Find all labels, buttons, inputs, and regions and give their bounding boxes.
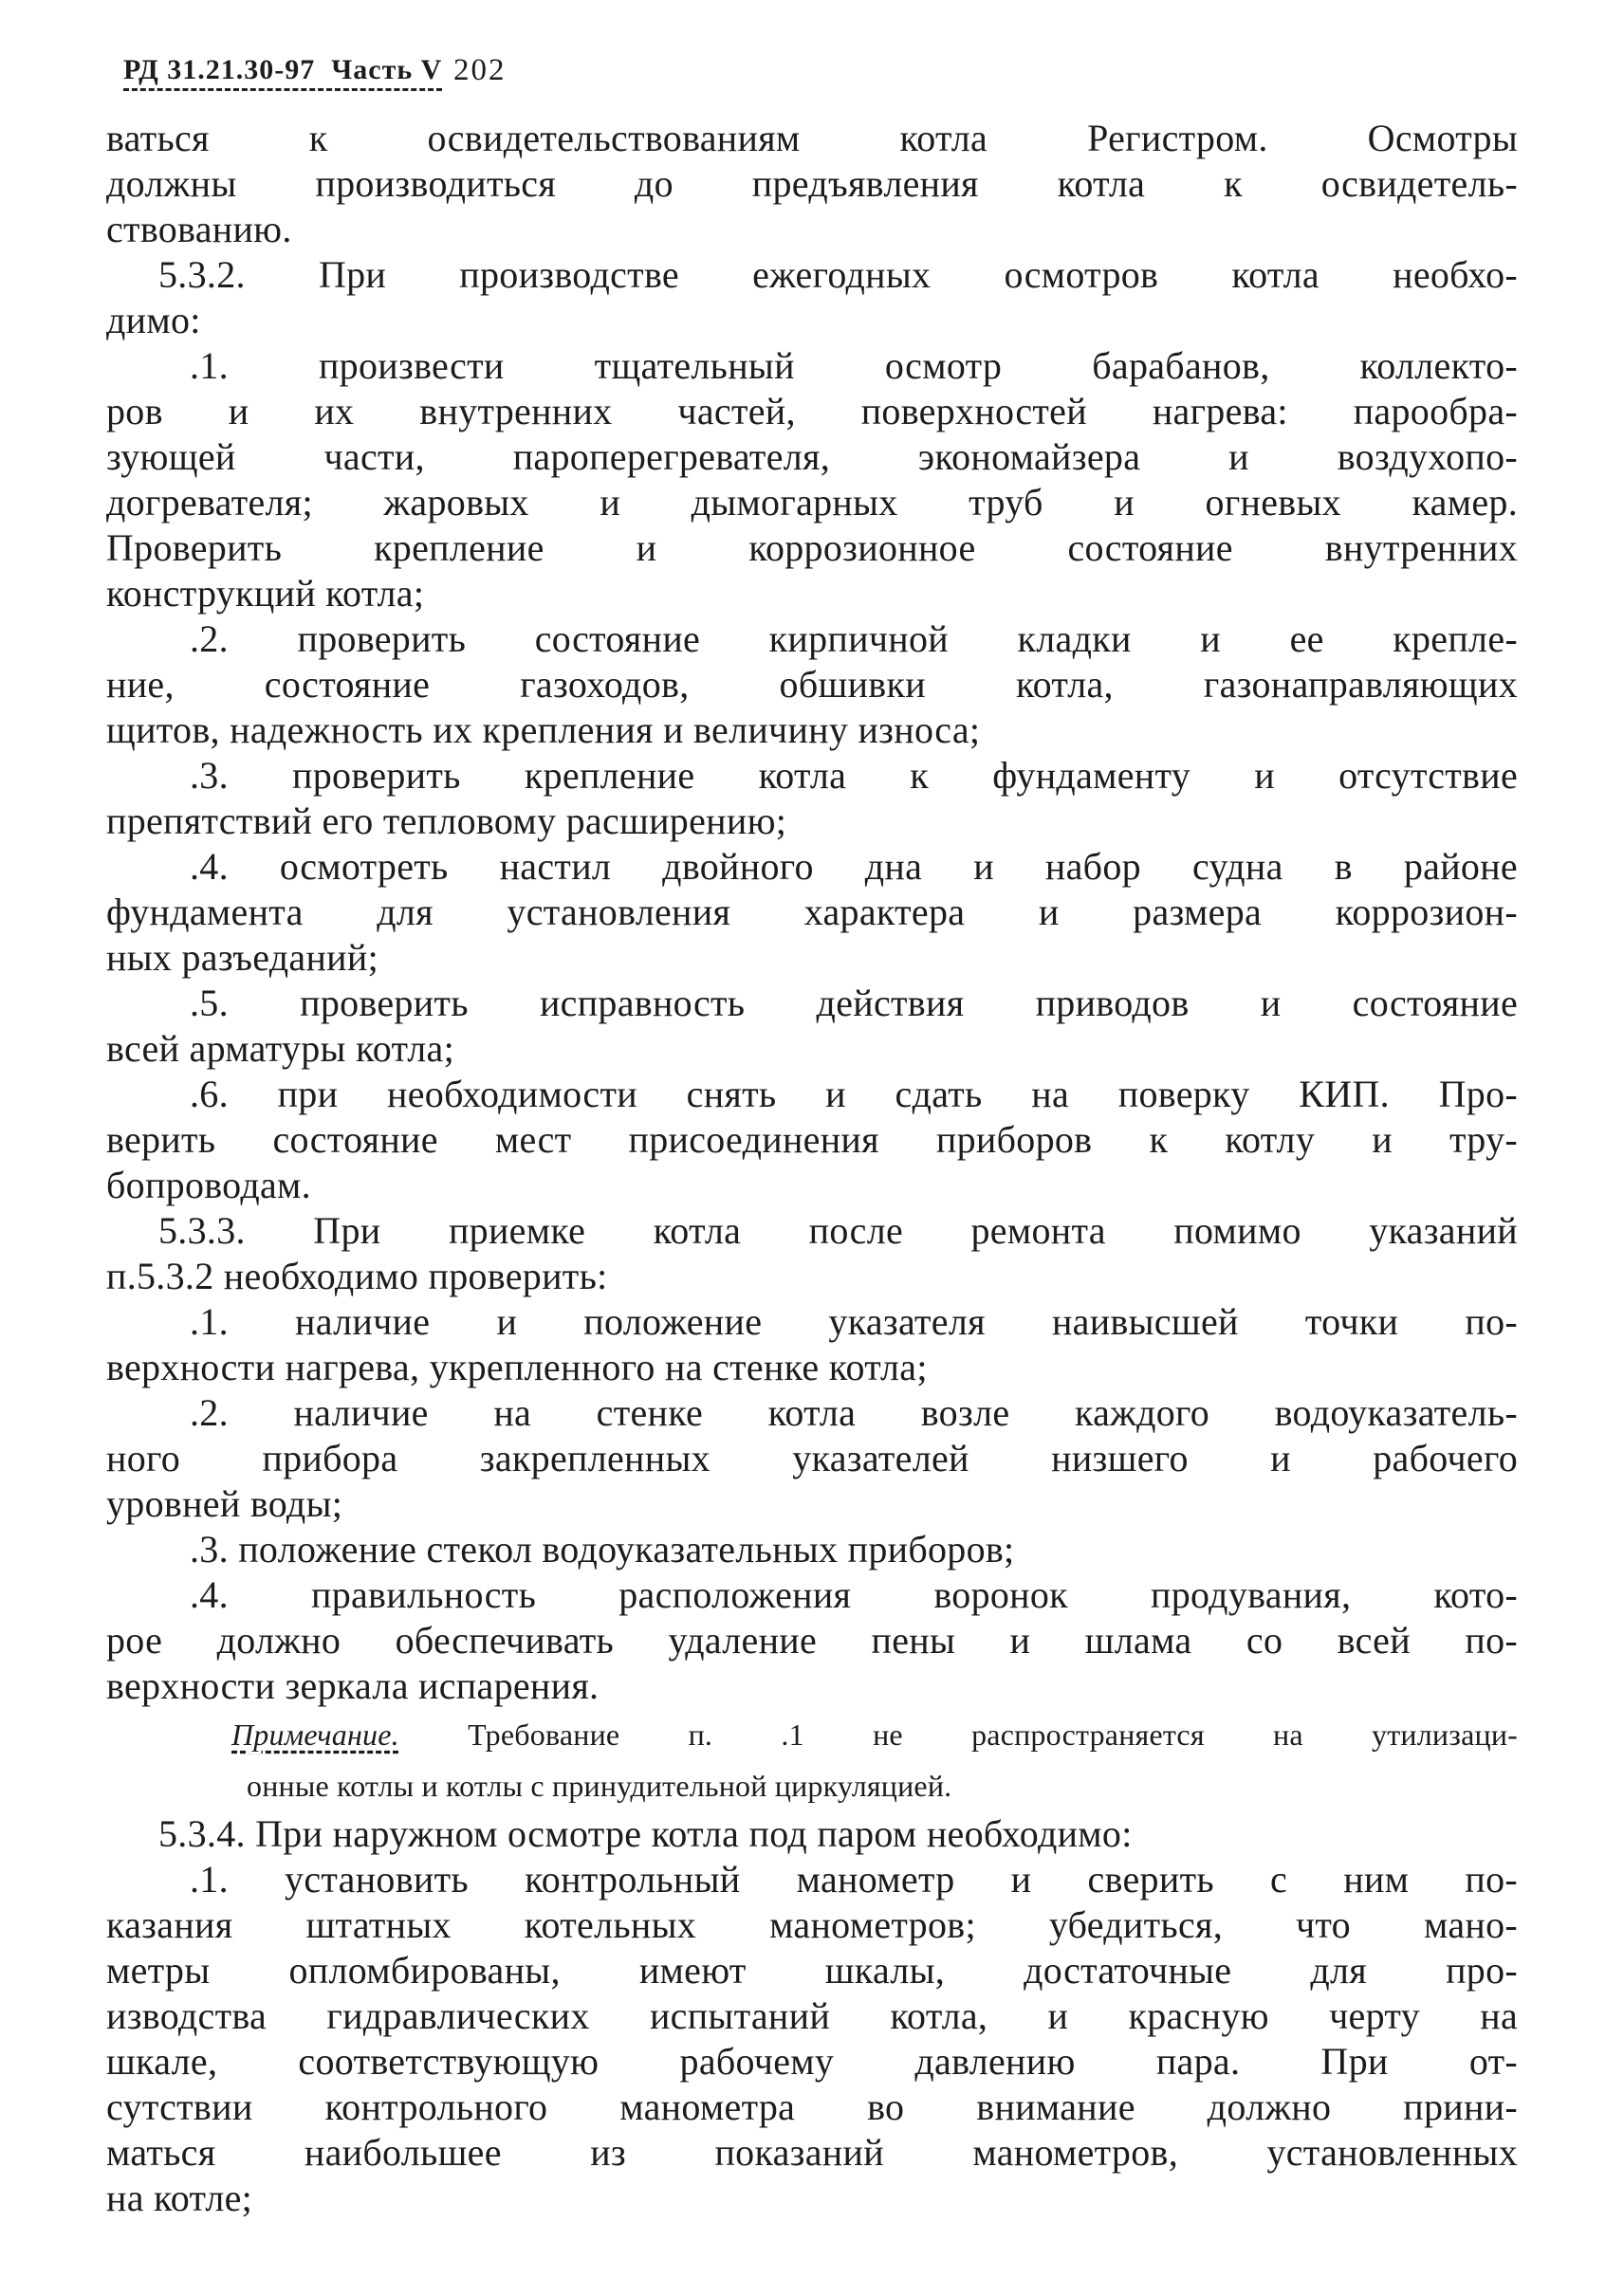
text-line: на котле; (106, 2177, 253, 2219)
text-line: .4. правильность расположения воронок продувания, кото- (190, 1573, 1518, 1616)
text-line: 5.3.2. При производстве ежегодных осмотров котла необхо- (158, 253, 1518, 296)
text-line: бопроводам. (106, 1164, 311, 1206)
text-line: ров и их внутренних частей, поверхностей нагрева: парообра- (106, 390, 1518, 432)
text-line: верить состояние мест присоединения приборов к котлу и тру- (106, 1118, 1518, 1161)
text-line: .3. положение стекол водоуказательных приборов; (190, 1528, 1015, 1570)
text-line: препятствий его тепловому расширению; (106, 799, 787, 842)
text-line: должны производиться до предъявления котла к освидетель- (106, 162, 1518, 205)
text-line: конструкций котла; (106, 572, 425, 615)
text-line: .2. проверить состояние кирпичной кладки и ее крепле- (190, 617, 1518, 660)
text-line: маться наибольшее из показаний манометров, установленных (106, 2131, 1518, 2174)
text-line: метры опломбированы, имеют шкалы, достаточные для про- (106, 1949, 1518, 1992)
page-header (0, 0, 1624, 95)
text-line: .3. проверить крепление котла к фундаменту и отсутствие (190, 754, 1518, 797)
text-line: сутствии контрольного манометра во внимание должно прини- (106, 2085, 1518, 2128)
text-line: ваться к освидетельствованиям котла Регистром. Осмотры (106, 117, 1518, 159)
text-line: верхности нагрева, укрепленного на стенке котла; (106, 1346, 928, 1388)
text-line: .1. произвести тщательный осмотр барабанов, коллекто- (190, 344, 1518, 387)
note-line: Примечание. Требование п. .1 не распространяется на утилизаци- (231, 1717, 1518, 1752)
text-line: .1. установить контрольный манометр и сверить с ним по- (190, 1858, 1518, 1901)
text-line: ного прибора закрепленных указателей низшего и рабочего (106, 1437, 1518, 1479)
text-line: изводства гидравлических испытаний котла, и красную черту на (106, 1994, 1518, 2037)
note-label: Примечание. (231, 1717, 399, 1752)
text-line: ных разъеданий; (106, 936, 378, 979)
text-line: .4. осмотреть настил двойного дна и набор судна в районе (190, 845, 1518, 888)
text-line: всей арматуры котла; (106, 1027, 454, 1070)
text-line: .6. при необходимости снять и сдать на поверку КИП. Про- (190, 1073, 1518, 1115)
text-line: .1. наличие и положение указателя наивысшей точки по- (190, 1300, 1518, 1343)
text-line: зующей части, пароперегревателя, экономайзера и воздухопо- (106, 435, 1518, 478)
text-line: .5. проверить исправность действия приводов и состояние (190, 982, 1518, 1024)
text-line: ние, состояние газоходов, обшивки котла, газонаправляющих (106, 663, 1518, 706)
text-line: шкале, соответствующую рабочему давлению пара. При от- (106, 2040, 1518, 2083)
text-line: п.5.3.2 необходимо проверить: (106, 1255, 608, 1297)
text-line: онные котлы и котлы с принудительной циркуляцией. (247, 1769, 952, 1803)
text-line: догревателя; жаровых и дымогарных труб и огневых камер. (106, 481, 1518, 523)
page-number: 202 (453, 53, 507, 87)
text-line: щитов, надежность их крепления и величину износа; (106, 708, 981, 751)
text-line: .2. наличие на стенке котла возле каждого водоуказатель- (190, 1391, 1518, 1434)
text-line: уровней воды; (106, 1482, 343, 1525)
text-line: 5.3.4. При наружном осмотре котла под паром необходимо: (158, 1812, 1133, 1855)
text-line: рое должно обеспечивать удаление пены и шлама со всей по- (106, 1619, 1518, 1662)
text-line: казания штатных котельных манометров; убедиться, что мано- (106, 1903, 1518, 1946)
text-line: Проверить крепление и коррозионное состояние внутренних (106, 526, 1518, 569)
text-line: ствованию. (106, 208, 292, 250)
text-line: димо: (106, 299, 201, 341)
text-line: 5.3.3. При приемке котла после ремонта помимо указаний (158, 1209, 1518, 1252)
doc-reference: РД 31.21.30-97 Часть V (123, 54, 442, 91)
document-body (106, 116, 1518, 2221)
text-line: фундамента для установления характера и размера коррозион- (106, 891, 1518, 933)
text-line: верхности зеркала испарения. (106, 1664, 600, 1707)
